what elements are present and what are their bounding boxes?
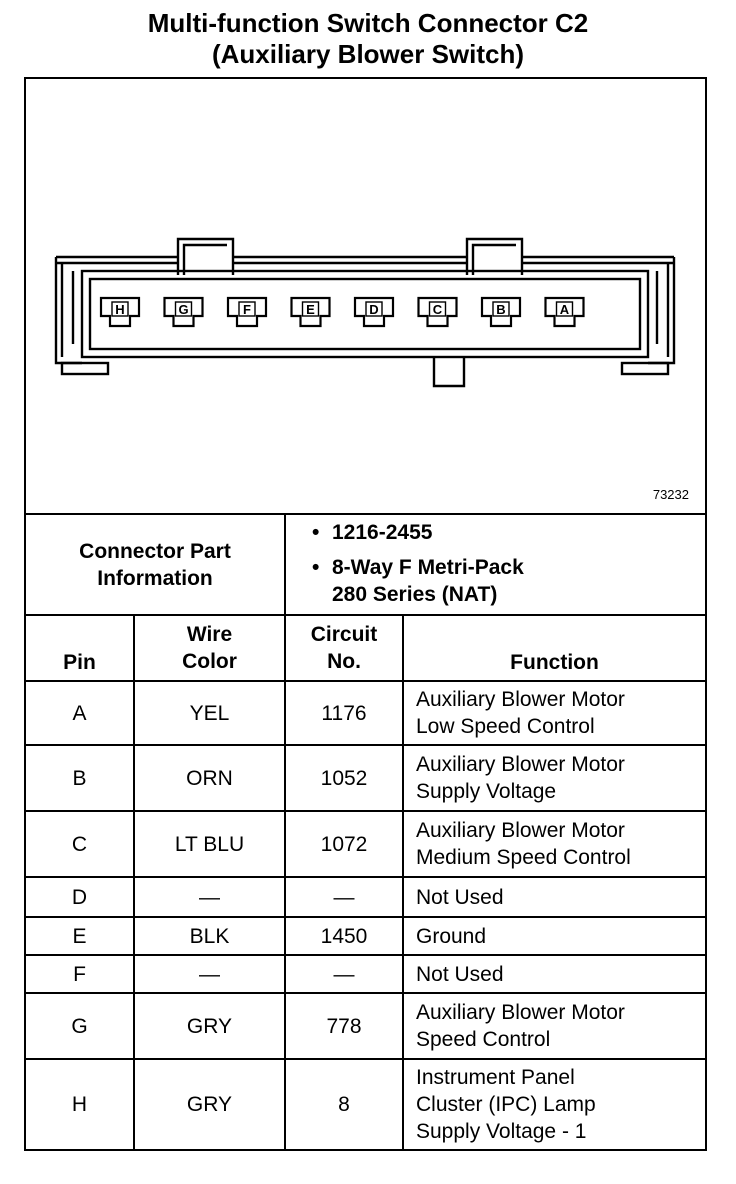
function-line: Ground bbox=[416, 924, 487, 948]
figure-id: 73232 bbox=[652, 487, 689, 502]
circuit-cell: — bbox=[333, 962, 355, 986]
title-line-1: Multi-function Switch Connector C2 bbox=[147, 8, 589, 38]
part-series-cont: 280 Series (NAT) bbox=[332, 583, 498, 606]
wire-color-cell: BLK bbox=[189, 924, 230, 948]
pin-cavity-g bbox=[165, 298, 203, 326]
circuit-cell: 1176 bbox=[321, 701, 367, 725]
connector-frame bbox=[24, 77, 707, 1151]
title-line-2: (Auxiliary Blower Switch) bbox=[211, 39, 525, 69]
circuit-cell: — bbox=[333, 885, 355, 909]
function-line: Supply Voltage - 1 bbox=[416, 1120, 587, 1143]
connector-drawing bbox=[26, 79, 705, 515]
pin-cavity-e bbox=[292, 298, 330, 326]
function-line: Not Used bbox=[416, 885, 504, 909]
pin-label: B bbox=[496, 302, 506, 317]
pin-cell: E bbox=[72, 924, 87, 948]
pin-label: G bbox=[178, 302, 189, 317]
pin-cavity-h bbox=[101, 298, 139, 326]
pin-cell: H bbox=[71, 1093, 88, 1116]
pin-cavity-f bbox=[228, 298, 266, 326]
pin-cavity-a bbox=[546, 298, 584, 326]
header-pin: Pin bbox=[63, 651, 96, 674]
circuit-cell: 1052 bbox=[320, 766, 368, 790]
function-line: Auxiliary Blower Motor bbox=[416, 1001, 625, 1024]
wire-color-cell: — bbox=[199, 962, 220, 986]
wire-color-cell: GRY bbox=[186, 1014, 233, 1038]
pin-cell: D bbox=[71, 885, 88, 909]
connector-diagram bbox=[26, 79, 705, 515]
function-cell bbox=[404, 812, 705, 876]
pin-label: H bbox=[115, 302, 125, 317]
function-cell bbox=[404, 878, 705, 916]
bottom-key bbox=[434, 357, 464, 386]
diagram-title bbox=[0, 8, 736, 70]
function-line: Low Speed Control bbox=[416, 715, 595, 738]
function-line: Cluster (IPC) Lamp bbox=[416, 1093, 596, 1116]
pin-cavity-b bbox=[482, 298, 520, 326]
wire-color-cell: ORN bbox=[186, 766, 233, 790]
part-info-values bbox=[306, 519, 524, 608]
circuit-cell: 1450 bbox=[320, 924, 368, 948]
pin-cell: C bbox=[71, 832, 88, 856]
pin-cell: F bbox=[73, 962, 86, 986]
pin-label: C bbox=[432, 302, 443, 317]
header-wire-color: Wire Color bbox=[182, 623, 237, 673]
pin-cell: G bbox=[71, 1014, 88, 1038]
right-rail bbox=[648, 257, 674, 363]
part-series: • 8-Way F Metri-Pack bbox=[312, 556, 524, 579]
function-cell bbox=[404, 918, 705, 954]
function-line: Medium Speed Control bbox=[416, 846, 631, 869]
function-line: Speed Control bbox=[416, 1028, 551, 1051]
function-cell bbox=[404, 746, 705, 810]
circuit-cell: 8 bbox=[338, 1093, 350, 1116]
pin-label: F bbox=[243, 302, 251, 317]
function-line: Auxiliary Blower Motor bbox=[416, 753, 625, 776]
function-line: Instrument Panel bbox=[416, 1066, 575, 1089]
wire-color-cell: — bbox=[199, 885, 220, 909]
pin-label: D bbox=[369, 302, 379, 317]
pin-cell: B bbox=[72, 766, 87, 790]
function-line: Auxiliary Blower Motor bbox=[416, 688, 625, 711]
pin-label: E bbox=[306, 302, 315, 317]
part-number: • 1216-2455 bbox=[312, 521, 433, 544]
function-line: Not Used bbox=[416, 962, 504, 986]
header-circuit: Circuit No. bbox=[310, 623, 378, 673]
function-cell bbox=[404, 1060, 705, 1149]
pin-cavities bbox=[101, 298, 584, 326]
pin-label: A bbox=[559, 302, 570, 317]
function-cell bbox=[404, 956, 705, 992]
function-cell bbox=[404, 994, 705, 1058]
function-line: Auxiliary Blower Motor bbox=[416, 819, 625, 842]
part-info-label: Connector Part Information bbox=[79, 539, 231, 590]
pin-cavity-d bbox=[355, 298, 393, 326]
wire-color-cell: LT BLU bbox=[174, 832, 245, 856]
wire-color-cell: YEL bbox=[189, 701, 230, 725]
function-line: Supply Voltage bbox=[416, 780, 557, 803]
wire-color-cell: GRY bbox=[186, 1093, 233, 1116]
circuit-cell: 1072 bbox=[320, 832, 368, 856]
header-function: Function bbox=[510, 651, 599, 674]
circuit-cell: 778 bbox=[326, 1014, 362, 1038]
left-rail bbox=[56, 257, 82, 363]
pin-cavity-c bbox=[419, 298, 457, 326]
pin-cell: A bbox=[72, 701, 87, 725]
function-cell bbox=[404, 682, 705, 744]
